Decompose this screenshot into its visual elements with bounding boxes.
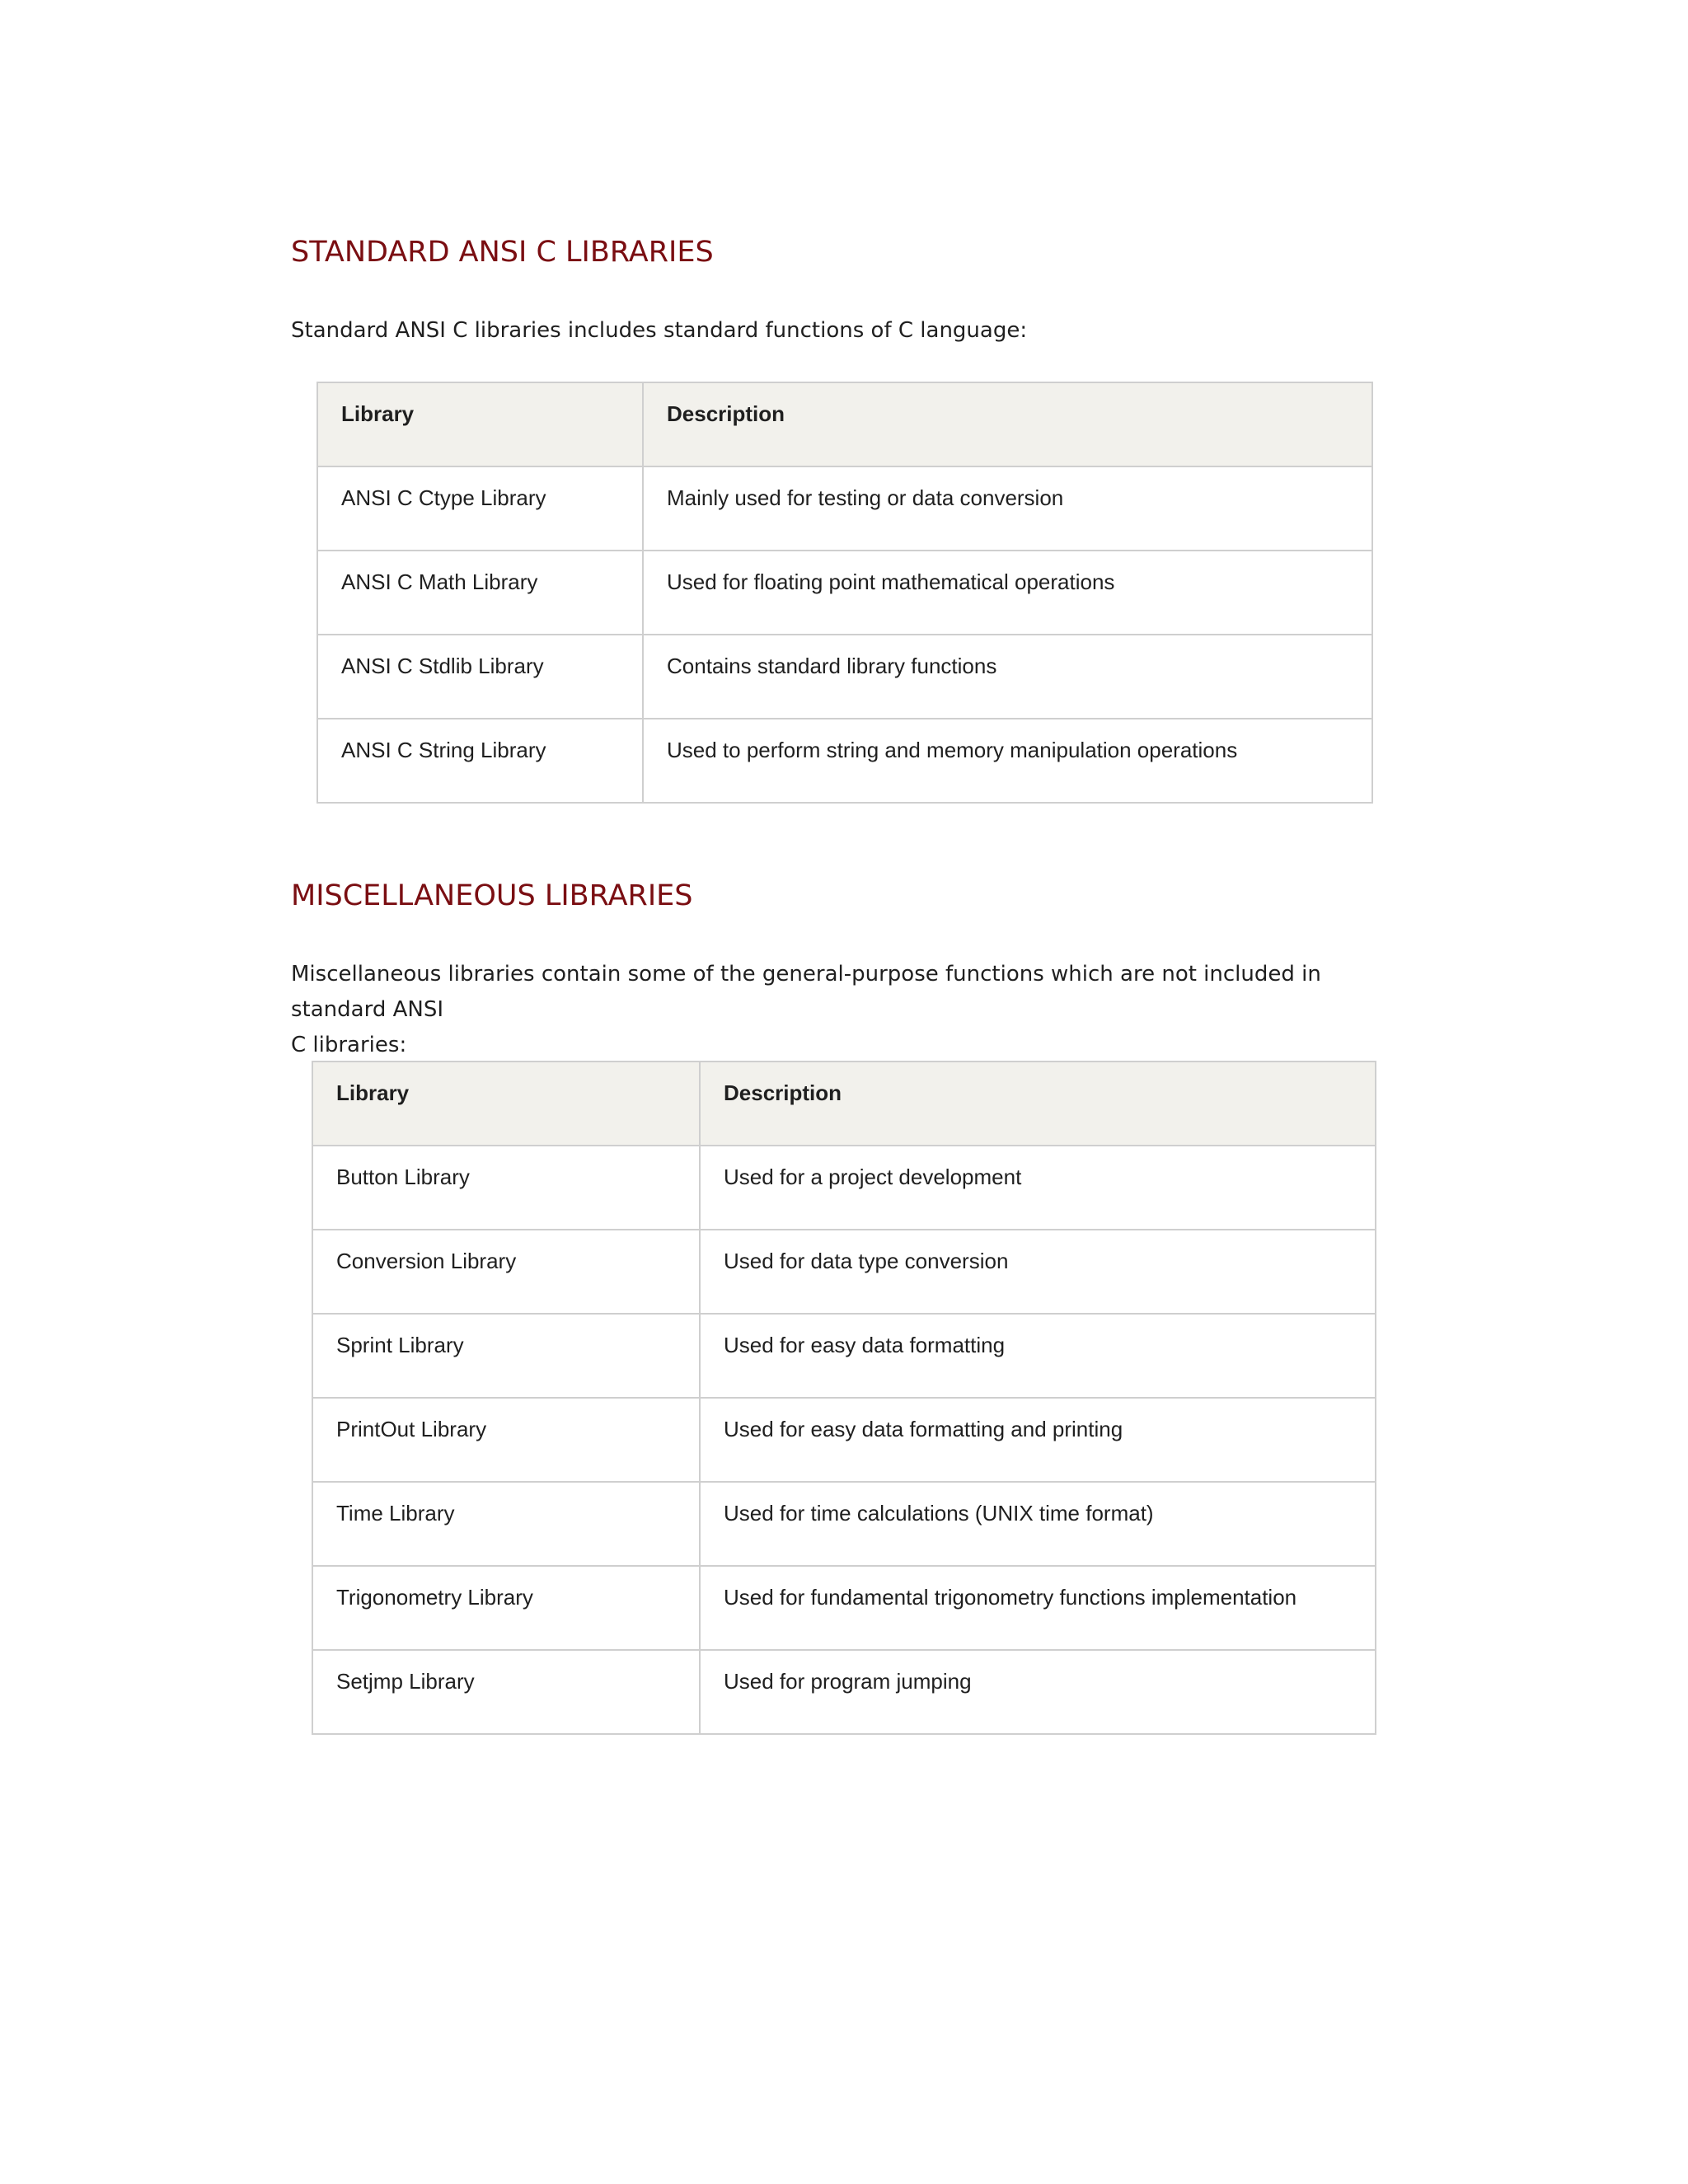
table-row <box>312 1146 1376 1230</box>
library-description-cell: Used for floating point mathematical operations <box>643 551 1372 635</box>
table-header-row <box>312 1062 1376 1146</box>
table-row <box>312 1650 1376 1734</box>
section-intro-standard-ansi-c <box>291 313 1395 349</box>
library-description-cell: Mainly used for testing or data conversion <box>643 466 1372 551</box>
library-description-cell: Used for fundamental trigonometry functions implementation <box>700 1566 1376 1650</box>
library-name-cell: Setjmp Library <box>312 1650 700 1734</box>
library-description-cell: Used for a project development <box>700 1146 1376 1230</box>
column-header-description: Description <box>643 382 1372 466</box>
library-description-cell: Used for easy data formatting and printing <box>700 1398 1376 1482</box>
column-header-library: Library <box>317 382 643 466</box>
library-name-cell: ANSI C Stdlib Library <box>317 635 643 719</box>
intro-line: C libraries: <box>291 1033 407 1057</box>
table-row <box>312 1230 1376 1314</box>
table-row <box>312 1482 1376 1566</box>
table-row <box>312 1398 1376 1482</box>
library-description-cell: Contains standard library functions <box>643 635 1372 719</box>
column-header-description: Description <box>700 1062 1376 1146</box>
library-description-cell: Used for program jumping <box>700 1650 1376 1734</box>
intro-line: Miscellaneous libraries contain some of the general-purpose functions which are not included in standard ANSI <box>291 962 1321 1022</box>
standard-libraries-table <box>316 382 1373 804</box>
library-name-cell: Time Library <box>312 1482 700 1566</box>
section-intro-miscellaneous <box>291 957 1395 1063</box>
library-name-cell: PrintOut Library <box>312 1398 700 1482</box>
table-row <box>317 551 1372 635</box>
library-name-cell: Sprint Library <box>312 1314 700 1398</box>
table-header-row <box>317 382 1372 466</box>
intro-line: Standard ANSI C libraries includes standard functions of C language: <box>291 318 1028 343</box>
library-name-cell: Button Library <box>312 1146 700 1230</box>
library-description-cell: Used for data type conversion <box>700 1230 1376 1314</box>
miscellaneous-libraries-table <box>312 1061 1376 1735</box>
library-description-cell: Used for easy data formatting <box>700 1314 1376 1398</box>
library-description-cell: Used for time calculations (UNIX time format) <box>700 1482 1376 1566</box>
section-heading-standard-ansi-c: STANDARD ANSI C LIBRARIES <box>291 236 714 269</box>
table-row <box>312 1566 1376 1650</box>
column-header-library: Library <box>312 1062 700 1146</box>
library-name-cell: Trigonometry Library <box>312 1566 700 1650</box>
library-name-cell: ANSI C String Library <box>317 719 643 803</box>
library-name-cell: ANSI C Math Library <box>317 551 643 635</box>
table-row <box>312 1314 1376 1398</box>
library-description-cell: Used to perform string and memory manipulation operations <box>643 719 1372 803</box>
table-row <box>317 635 1372 719</box>
table-row <box>317 719 1372 803</box>
table-row <box>317 466 1372 551</box>
library-name-cell: Conversion Library <box>312 1230 700 1314</box>
library-name-cell: ANSI C Ctype Library <box>317 466 643 551</box>
section-heading-miscellaneous: MISCELLANEOUS LIBRARIES <box>291 879 693 912</box>
